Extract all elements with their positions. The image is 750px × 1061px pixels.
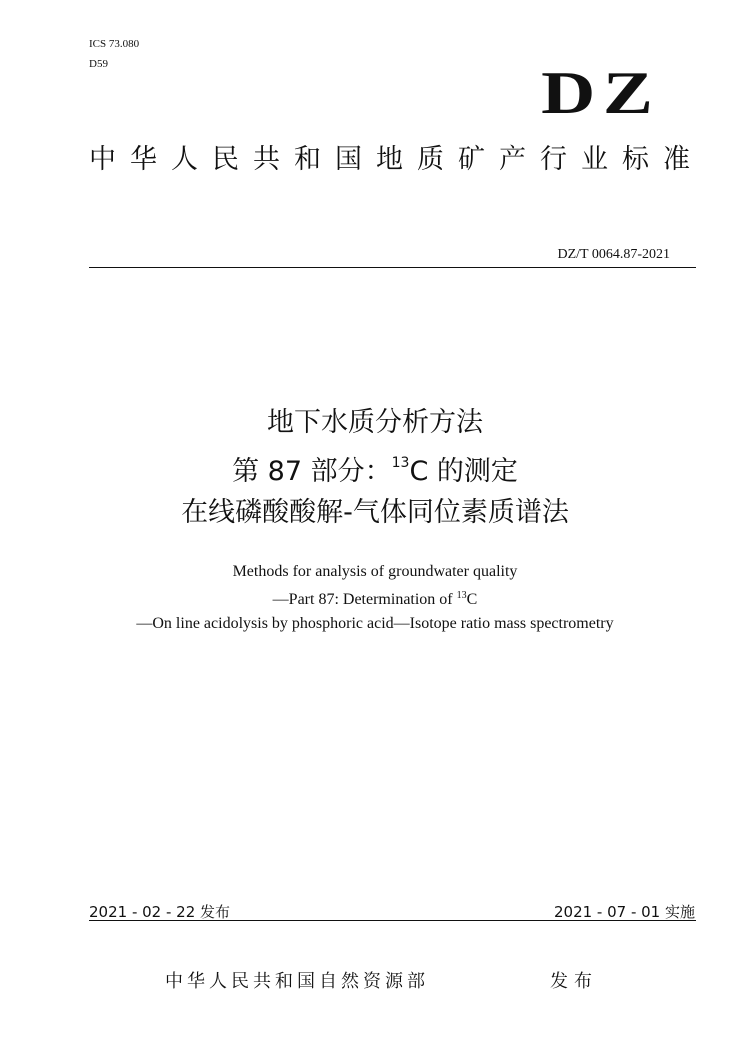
ccs-code: D59 xyxy=(89,58,108,70)
chinese-title-superscript: 13 xyxy=(391,455,410,471)
bottom-divider xyxy=(89,920,696,921)
industry-standard-heading: 中华人民共和国地质矿产行业标准 xyxy=(89,144,704,175)
dz-logo: DZ xyxy=(540,60,660,126)
chinese-title-line-2 xyxy=(0,443,750,492)
english-title-line-1: Methods for analysis of groundwater quality xyxy=(232,563,518,580)
issuing-authority: 中华人民共和国自然资源部 xyxy=(165,971,429,992)
implement-date: 2021 - 07 - 01 实施 xyxy=(553,903,695,921)
english-title-line-3: —On line acidolysis by phosphoric acid—Isotope ratio mass spectrometry xyxy=(136,615,614,632)
chinese-title-line-2-suffix: C 的测定 xyxy=(409,456,518,487)
ics-code: ICS 73.080 xyxy=(89,38,140,50)
english-title-line-2-suffix: C xyxy=(466,591,478,608)
english-title-line-2 xyxy=(0,584,750,612)
issue-label: 发布 xyxy=(550,971,598,992)
english-title xyxy=(0,560,750,636)
publish-date: 2021 - 02 - 22 发布 xyxy=(89,903,231,921)
chinese-title-line-3: 在线磷酸酸解-气体同位素质谱法 xyxy=(181,497,569,528)
chinese-title xyxy=(0,402,750,533)
chinese-title-line-1: 地下水质分析方法 xyxy=(267,407,483,438)
english-title-superscript: 13 xyxy=(456,590,467,601)
chinese-title-line-2-prefix: 第 87 部分： xyxy=(232,456,392,487)
standard-number: DZ/T 0064.87-2021 xyxy=(557,247,670,262)
top-divider xyxy=(89,267,696,268)
english-title-line-2-prefix: —Part 87: Determination of xyxy=(272,591,457,608)
